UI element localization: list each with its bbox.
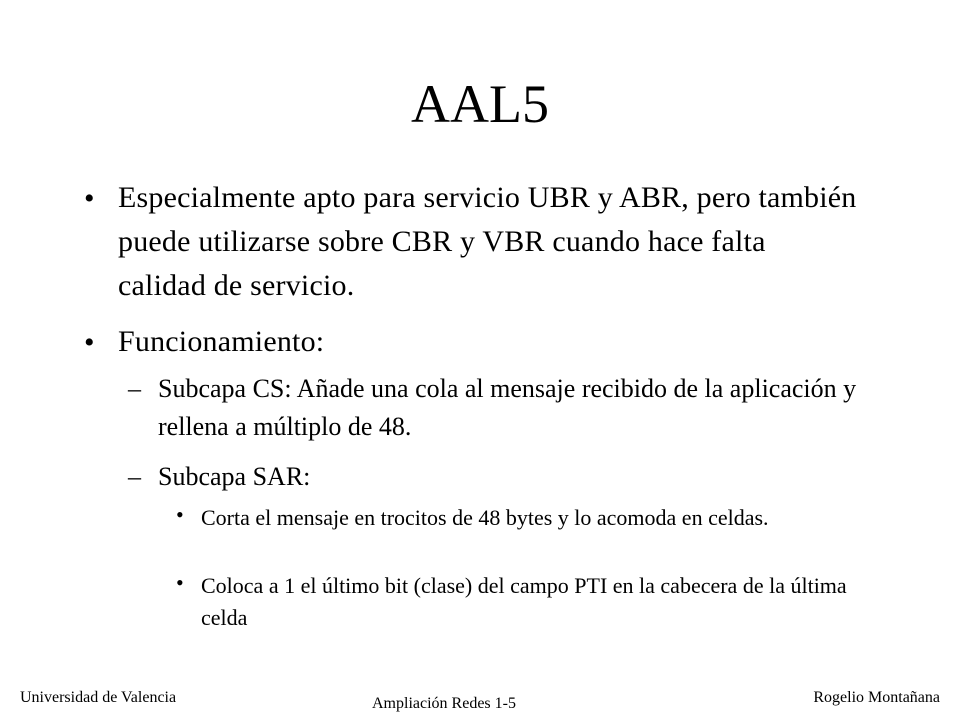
sub-sub-bullet-marker: • xyxy=(176,502,184,527)
footer-left: Universidad de Valencia xyxy=(20,689,177,706)
sub-sub-bullet-text: Corta el mensaje en trocitos de 48 bytes y lo acomoda en celdas. xyxy=(201,505,769,530)
slide-title: AAL5 xyxy=(411,74,549,134)
sub-sub-bullet-text: Coloca a 1 el último bit (clase) del campo PTI en la cabecera de la última celda xyxy=(201,573,847,630)
bullet-text: Especialmente apto para servicio UBR y ABR, pero también puede utilizarse sobre CBR y VBR cuando hace falta calidad de servicio. xyxy=(118,181,857,302)
sub-sub-bullet-marker: • xyxy=(176,570,184,595)
sub-bullet-marker: – xyxy=(128,462,141,491)
footer-center: Ampliación Redes 1-5 xyxy=(372,695,516,712)
footer-right: Rogelio Montañana xyxy=(813,689,940,706)
bullet-marker: • xyxy=(84,182,95,215)
sub-bullet-marker: – xyxy=(128,374,141,403)
bullet-marker: • xyxy=(84,326,95,359)
sub-bullet-text: Subcapa CS: Añade una cola al mensaje recibido de la aplicación y rellena a múltiplo de 48. xyxy=(158,374,857,441)
sub-bullet-text: Subcapa SAR: xyxy=(158,462,311,491)
bullet-text: Funcionamiento: xyxy=(118,325,325,358)
